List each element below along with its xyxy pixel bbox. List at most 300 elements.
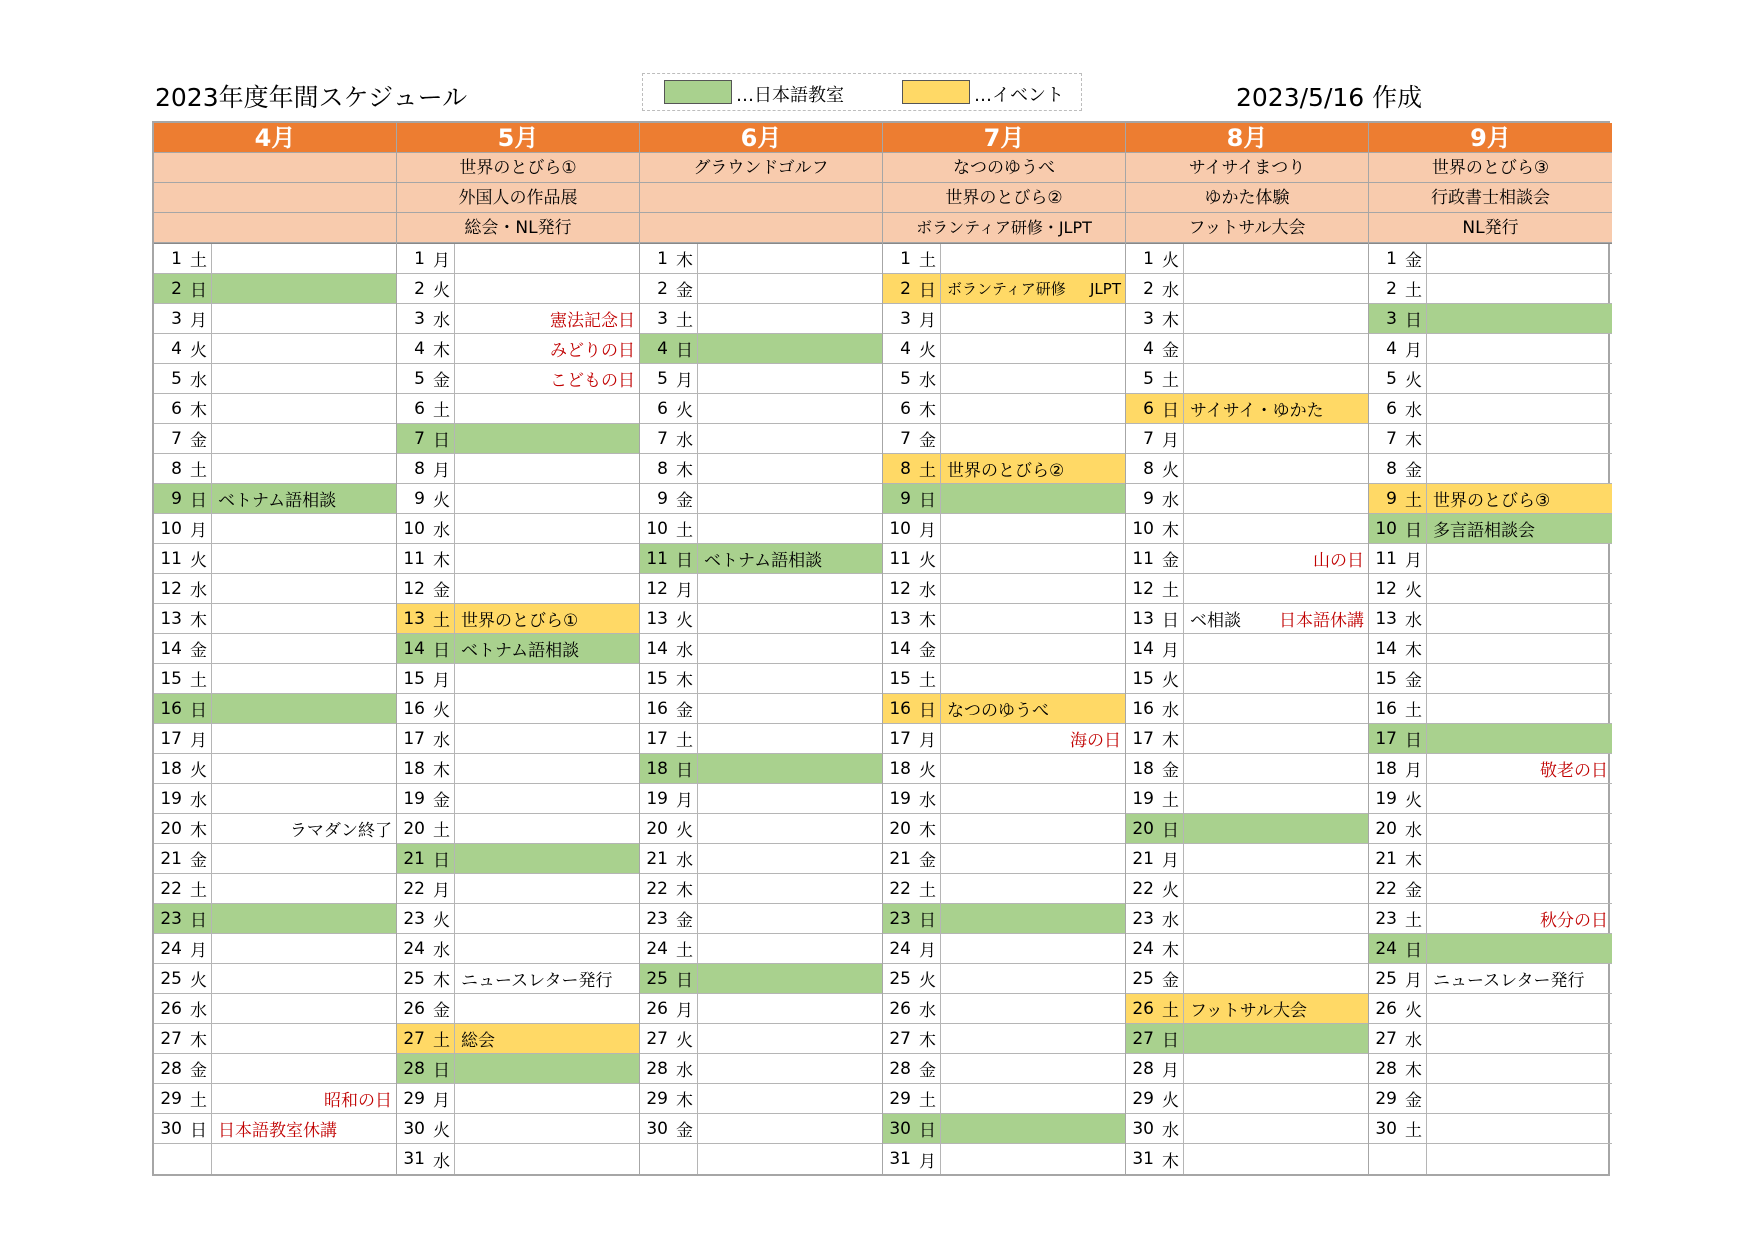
day-note-cell [1427, 364, 1612, 393]
day-note-cell [941, 1054, 1125, 1083]
day-list [883, 243, 1125, 1174]
day-note-cell [455, 964, 639, 993]
day-weekday: 日 [190, 1121, 207, 1141]
day-weekday: 日 [1162, 1031, 1179, 1051]
day-note-cell [941, 394, 1125, 423]
day-number: 22 [1375, 878, 1397, 899]
day-date [397, 1054, 455, 1083]
day-weekday: 木 [676, 881, 693, 901]
day-date [883, 1144, 941, 1174]
day-weekday: 木 [676, 251, 693, 271]
day-number: 29 [889, 1088, 911, 1109]
day-row [397, 784, 639, 814]
day-row [883, 394, 1125, 424]
day-date [1126, 844, 1184, 873]
day-weekday: 金 [1405, 251, 1422, 271]
day-row [640, 394, 882, 424]
day-weekday: 水 [676, 1061, 693, 1081]
day-number: 29 [1132, 1088, 1154, 1109]
day-row [1126, 754, 1368, 784]
day-weekday: 金 [190, 1061, 207, 1081]
day-number: 24 [889, 938, 911, 959]
day-date [154, 664, 212, 693]
day-note-cell [1427, 1084, 1612, 1113]
day-weekday: 日 [919, 701, 936, 721]
day-weekday: 日 [919, 491, 936, 511]
day-weekday: 火 [1162, 671, 1179, 691]
day-note-cell [212, 304, 396, 333]
day-number: 19 [1375, 788, 1397, 809]
day-note: 多言語相談会 [1433, 521, 1535, 541]
day-note-cell [698, 724, 882, 753]
day-note-cell [1427, 544, 1612, 573]
day-date [1126, 1144, 1184, 1174]
day-number: 5 [1143, 368, 1154, 389]
day-number: 21 [1375, 848, 1397, 869]
day-row [154, 754, 396, 784]
day-note-cell [212, 1024, 396, 1053]
day-row [640, 274, 882, 304]
day-note-cell [455, 634, 639, 663]
day-date [1369, 1084, 1427, 1113]
day-weekday: 日 [1405, 311, 1422, 331]
day-row [883, 544, 1125, 574]
day-number: 22 [646, 878, 668, 899]
day-number: 4 [414, 338, 425, 359]
day-number: 2 [414, 278, 425, 299]
day-weekday: 火 [190, 761, 207, 781]
month-event [154, 213, 396, 243]
day-date [1369, 634, 1427, 663]
day-row [640, 484, 882, 514]
day-number: 28 [889, 1058, 911, 1079]
day-date [640, 484, 698, 513]
day-number: 17 [160, 728, 182, 749]
day-weekday: 月 [676, 581, 693, 601]
day-date [640, 1084, 698, 1113]
day-row [1126, 484, 1368, 514]
day-note-cell [212, 664, 396, 693]
day-row [1369, 844, 1612, 874]
day-row [640, 844, 882, 874]
day-row [397, 724, 639, 754]
day-row [154, 274, 396, 304]
day-row [1369, 604, 1612, 634]
day-row [397, 754, 639, 784]
month-event [640, 183, 882, 213]
day-date [640, 1144, 698, 1174]
day-weekday: 月 [190, 311, 207, 331]
day-row [397, 1114, 639, 1144]
day-date [640, 1024, 698, 1053]
day-date [397, 814, 455, 843]
day-note-cell [941, 244, 1125, 273]
day-note-cell [1184, 334, 1368, 363]
day-weekday: 土 [1162, 581, 1179, 601]
day-number: 9 [657, 488, 668, 509]
day-date [397, 1024, 455, 1053]
day-weekday: 日 [676, 761, 693, 781]
day-note-cell [455, 334, 639, 363]
day-date [883, 364, 941, 393]
day-note-cell [212, 934, 396, 963]
day-note-cell [1427, 844, 1612, 873]
day-date [640, 844, 698, 873]
day-date [883, 694, 941, 723]
day-row [154, 514, 396, 544]
day-row [397, 604, 639, 634]
day-date [1126, 754, 1184, 783]
day-note-cell [1427, 574, 1612, 603]
day-note-cell [698, 514, 882, 543]
day-row [640, 664, 882, 694]
day-number: 7 [657, 428, 668, 449]
day-date [1369, 994, 1427, 1023]
day-date [397, 1144, 455, 1174]
legend-swatch-class [664, 80, 732, 104]
day-number: 14 [1132, 638, 1154, 659]
day-weekday: 土 [676, 731, 693, 751]
day-row [1369, 874, 1612, 904]
day-date [640, 454, 698, 483]
day-note-cell [1184, 394, 1368, 423]
page-title: 2023年度年間スケジュール [155, 83, 468, 112]
day-number: 14 [160, 638, 182, 659]
day-row [883, 334, 1125, 364]
day-number: 7 [900, 428, 911, 449]
day-row [1369, 394, 1612, 424]
day-weekday: 月 [1405, 761, 1422, 781]
day-date [154, 304, 212, 333]
day-row [397, 454, 639, 484]
day-date [1369, 724, 1427, 753]
day-note-cell [941, 724, 1125, 753]
day-weekday: 木 [433, 761, 450, 781]
day-number: 30 [889, 1118, 911, 1139]
day-date [883, 394, 941, 423]
day-row [883, 724, 1125, 754]
day-date [154, 334, 212, 363]
day-weekday: 金 [676, 281, 693, 301]
day-date [397, 934, 455, 963]
day-weekday: 水 [676, 431, 693, 451]
day-note-cell [698, 574, 882, 603]
day-weekday: 月 [1405, 341, 1422, 361]
day-note-cell [1184, 544, 1368, 573]
day-row [640, 814, 882, 844]
day-date [1369, 574, 1427, 603]
day-number: 1 [657, 248, 668, 269]
day-date [1369, 934, 1427, 963]
day-date [1369, 544, 1427, 573]
day-note-cell [455, 664, 639, 693]
day-row [154, 844, 396, 874]
day-note-cell [212, 844, 396, 873]
day-date [1369, 784, 1427, 813]
month-event: ゆかた体験 [1126, 183, 1368, 213]
day-weekday: 土 [190, 1091, 207, 1111]
day-row [1369, 1024, 1612, 1054]
day-note-cell [212, 394, 396, 423]
day-note-cell [212, 724, 396, 753]
day-number: 2 [1386, 278, 1397, 299]
day-date [640, 574, 698, 603]
day-note-cell [212, 634, 396, 663]
day-row [154, 1144, 396, 1174]
day-note-cell [1184, 424, 1368, 453]
day-note-cell [941, 814, 1125, 843]
day-date [640, 244, 698, 273]
day-weekday: 水 [919, 1001, 936, 1021]
day-date [883, 574, 941, 603]
day-number: 13 [160, 608, 182, 629]
day-row [1126, 304, 1368, 334]
day-weekday: 水 [1405, 611, 1422, 631]
day-date [1126, 334, 1184, 363]
day-date [1369, 1144, 1427, 1174]
day-note-cell [1184, 874, 1368, 903]
day-weekday: 木 [190, 1031, 207, 1051]
day-row [1369, 814, 1612, 844]
day-note-cell [212, 964, 396, 993]
day-date [154, 244, 212, 273]
day-date [397, 454, 455, 483]
day-note-cell [455, 844, 639, 873]
day-number: 19 [403, 788, 425, 809]
day-row [1126, 874, 1368, 904]
day-note-cell [455, 694, 639, 723]
day-note: 海の日 [1070, 731, 1121, 751]
day-number: 2 [1143, 278, 1154, 299]
day-number: 30 [1375, 1118, 1397, 1139]
day-date [397, 394, 455, 423]
day-number: 29 [646, 1088, 668, 1109]
day-number: 3 [414, 308, 425, 329]
day-weekday: 土 [433, 1031, 450, 1051]
month-column [397, 123, 640, 1174]
day-date [397, 994, 455, 1023]
day-date [1126, 514, 1184, 543]
day-note-cell [698, 814, 882, 843]
month-event: グラウンドゴルフ [640, 153, 882, 183]
day-row [154, 724, 396, 754]
day-date [1369, 364, 1427, 393]
day-row [1126, 1114, 1368, 1144]
day-row [640, 514, 882, 544]
day-weekday: 金 [433, 1001, 450, 1021]
day-note-cell [1427, 814, 1612, 843]
day-row [883, 274, 1125, 304]
day-date [154, 874, 212, 903]
day-date [1369, 334, 1427, 363]
day-weekday: 水 [1405, 1031, 1422, 1051]
day-note-cell [1427, 964, 1612, 993]
day-note-cell [212, 604, 396, 633]
day-number: 23 [1375, 908, 1397, 929]
day-weekday: 月 [919, 311, 936, 331]
day-note-cell [1184, 904, 1368, 933]
day-row [640, 244, 882, 274]
day-weekday: 水 [676, 851, 693, 871]
day-date [640, 784, 698, 813]
month-header: 7月 [883, 123, 1125, 153]
day-date [154, 544, 212, 573]
day-number: 27 [889, 1028, 911, 1049]
day-date [640, 904, 698, 933]
day-row [640, 604, 882, 634]
day-row [1369, 964, 1612, 994]
day-weekday: 月 [433, 1091, 450, 1111]
day-note-cell [1427, 1024, 1612, 1053]
day-number: 20 [646, 818, 668, 839]
day-row [883, 424, 1125, 454]
day-row [397, 1054, 639, 1084]
day-row [1126, 844, 1368, 874]
day-note-cell [698, 1084, 882, 1113]
day-number: 18 [1375, 758, 1397, 779]
day-date [397, 1084, 455, 1113]
day-note-cell [455, 244, 639, 273]
day-row [883, 634, 1125, 664]
day-weekday: 金 [1405, 881, 1422, 901]
day-number: 25 [160, 968, 182, 989]
day-date [154, 1144, 212, 1174]
day-note: ベトナム語相談 [218, 491, 337, 511]
day-note-cell [1427, 514, 1612, 543]
day-row [1369, 904, 1612, 934]
day-weekday: 火 [919, 761, 936, 781]
day-note-cell [1427, 994, 1612, 1023]
day-weekday: 日 [1162, 821, 1179, 841]
day-weekday: 土 [1405, 491, 1422, 511]
day-date [640, 424, 698, 453]
month-header: 8月 [1126, 123, 1368, 153]
day-note-cell [941, 454, 1125, 483]
day-note-cell [698, 364, 882, 393]
day-weekday: 木 [433, 551, 450, 571]
day-row [154, 814, 396, 844]
day-note-cell [455, 754, 639, 783]
month-event [640, 213, 882, 243]
day-row [640, 934, 882, 964]
day-weekday: 日 [1162, 611, 1179, 631]
day-date [640, 724, 698, 753]
day-note-cell [698, 634, 882, 663]
day-row [1369, 784, 1612, 814]
day-note-cell [1184, 454, 1368, 483]
day-row [640, 1144, 882, 1174]
day-date [1369, 1024, 1427, 1053]
day-date [1369, 694, 1427, 723]
day-date [1369, 664, 1427, 693]
month-event: ボランティア研修・JLPT [883, 213, 1125, 243]
day-note-cell [212, 1144, 396, 1174]
day-note: ニュースレター発行 [461, 971, 613, 991]
day-row [883, 364, 1125, 394]
month-event: 世界のとびら② [883, 183, 1125, 213]
day-date [883, 934, 941, 963]
day-note-cell [1427, 664, 1612, 693]
day-number: 3 [900, 308, 911, 329]
day-number: 20 [160, 818, 182, 839]
day-weekday: 土 [676, 521, 693, 541]
day-number: 2 [171, 278, 182, 299]
day-date [1126, 664, 1184, 693]
day-date [883, 664, 941, 693]
day-date [640, 1054, 698, 1083]
day-date [1369, 454, 1427, 483]
day-number: 24 [1132, 938, 1154, 959]
day-weekday: 金 [676, 911, 693, 931]
day-note-cell [455, 904, 639, 933]
day-row [640, 904, 882, 934]
day-weekday: 土 [919, 1091, 936, 1111]
day-date [1126, 934, 1184, 963]
day-note: こどもの日 [550, 371, 635, 391]
day-note-cell [455, 784, 639, 813]
day-number: 28 [1132, 1058, 1154, 1079]
day-date [640, 604, 698, 633]
day-note-cell [212, 424, 396, 453]
day-number: 1 [171, 248, 182, 269]
day-row [1126, 424, 1368, 454]
day-number: 2 [657, 278, 668, 299]
day-note-cell [1427, 1114, 1612, 1143]
day-date [397, 634, 455, 663]
day-note-cell [941, 484, 1125, 513]
day-row [1369, 754, 1612, 784]
day-note-cell [941, 304, 1125, 333]
day-row [883, 1054, 1125, 1084]
day-number: 17 [1375, 728, 1397, 749]
day-date [1369, 964, 1427, 993]
day-number: 12 [1132, 578, 1154, 599]
day-row [640, 994, 882, 1024]
day-row [640, 544, 882, 574]
day-date [640, 694, 698, 723]
day-row [397, 874, 639, 904]
day-note-cell [212, 994, 396, 1023]
day-weekday: 日 [1162, 401, 1179, 421]
day-number: 27 [160, 1028, 182, 1049]
day-number: 1 [414, 248, 425, 269]
day-note: フットサル大会 [1190, 1001, 1307, 1021]
day-number: 14 [1375, 638, 1397, 659]
day-note-cell [698, 934, 882, 963]
day-number: 7 [171, 428, 182, 449]
day-date [1126, 994, 1184, 1023]
day-weekday: 土 [676, 311, 693, 331]
day-number: 5 [171, 368, 182, 389]
day-date [1369, 304, 1427, 333]
day-weekday: 土 [1162, 1001, 1179, 1021]
day-row [397, 574, 639, 604]
day-note-cell [1427, 784, 1612, 813]
day-weekday: 月 [190, 521, 207, 541]
month-header: 9月 [1369, 123, 1612, 153]
day-weekday: 木 [1162, 521, 1179, 541]
day-date [1126, 454, 1184, 483]
day-weekday: 火 [1162, 251, 1179, 271]
day-number: 14 [889, 638, 911, 659]
day-note-cell [212, 454, 396, 483]
day-note-cell [941, 874, 1125, 903]
day-number: 9 [1143, 488, 1154, 509]
day-number: 26 [1375, 998, 1397, 1019]
day-date [1126, 874, 1184, 903]
day-number: 24 [403, 938, 425, 959]
day-date [397, 784, 455, 813]
